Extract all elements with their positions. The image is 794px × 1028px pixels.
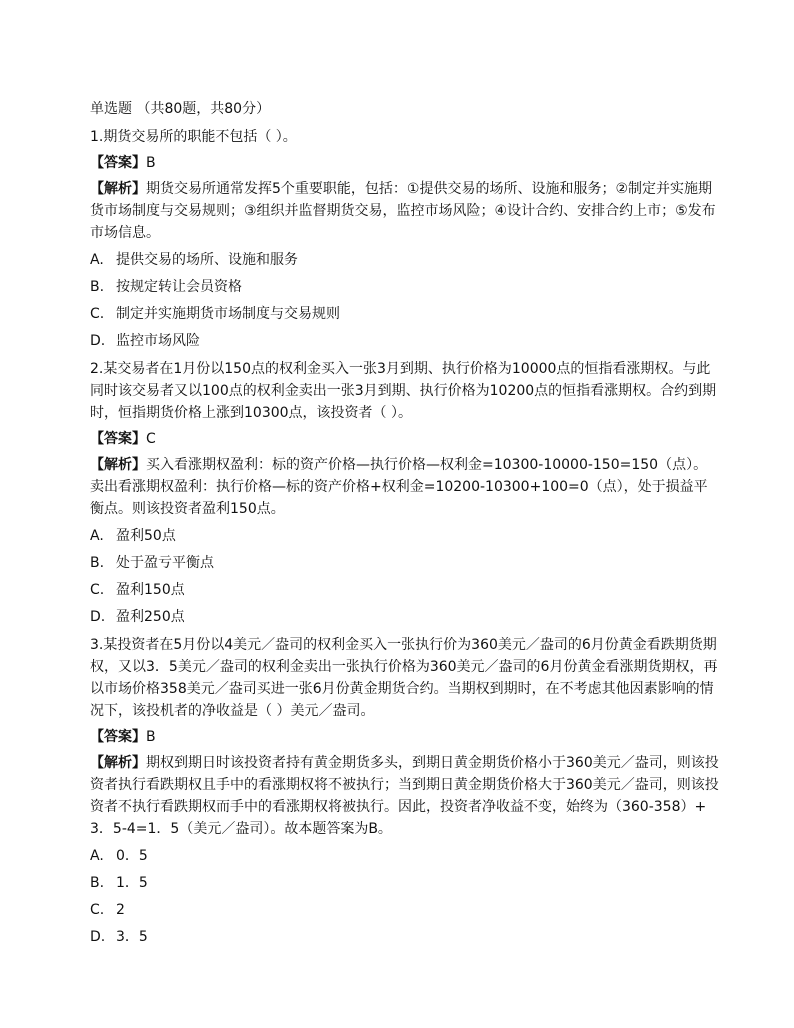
option-letter: B. — [90, 279, 105, 295]
option-letter: A. — [90, 848, 104, 864]
exam-page — [90, 98, 720, 952]
analysis-label: 【解析】 — [90, 755, 146, 771]
analysis-text: 期权到期日时该投资者持有黄金期货多头，到期日黄金期货价格小于360美元／盎司，则该投资者执行看跌期权且手中的看涨期权将不被执行；当到期日黄金期货价格大于360美元／盎司，则该投资者不执行看跌期权而手中的看涨期权将被执行。因此，投资者净收益不变，始终为（360-358）+3．5-4=1．5（美元／盎司）。故本题答案为B。 — [90, 755, 719, 837]
option-c — [90, 303, 720, 325]
option-letter: A. — [90, 252, 104, 268]
answer-line — [90, 152, 720, 174]
option-b — [90, 872, 720, 894]
question-2 — [90, 358, 720, 628]
option-text: 3．5 — [116, 929, 148, 945]
option-text: 盈利150点 — [116, 582, 185, 598]
option-a — [90, 845, 720, 867]
option-letter: A. — [90, 528, 104, 544]
answer-value: B — [146, 729, 156, 745]
analysis-line — [90, 752, 720, 840]
analysis-line — [90, 178, 720, 244]
option-letter: B. — [90, 875, 105, 891]
option-b — [90, 552, 720, 574]
question-stem: 2.某交易者在1月份以150点的权利金买入一张3月到期、执行价格为10000点的恒指看涨期权。与此同时该交易者又以100点的权利金卖出一张3月到期、执行价格为10200点的恒指看涨期权。合约到期时，恒指期货价格上涨到10300点，该投资者（ ）。 — [90, 361, 717, 421]
option-b — [90, 276, 720, 298]
question-stem: 3.某投资者在5月份以4美元／盎司的权利金买入一张执行价为360美元／盎司的6月份黄金看跌期货期权，又以3．5美元／盎司的权利金卖出一张执行价格为360美元／盎司的6月份黄金看涨期货期权，再以市场价格358美元／盎司买进一张6月份黄金期货合约。当期权到期时，在不考虑其他因素影响的情况下，该投机者的净收益是（ ）美元／盎司。 — [90, 637, 718, 719]
option-letter: C. — [90, 902, 105, 918]
question-stem: 1.期货交易所的职能不包括（ ）。 — [90, 129, 297, 145]
option-text: 盈利50点 — [116, 528, 176, 544]
option-text: 按规定转让会员资格 — [116, 279, 242, 295]
option-d — [90, 926, 720, 948]
question-3 — [90, 634, 720, 948]
option-text: 监控市场风险 — [116, 333, 200, 349]
option-c — [90, 579, 720, 601]
option-text: 制定并实施期货市场制度与交易规则 — [116, 306, 340, 322]
option-text: 2 — [116, 902, 125, 918]
option-letter: B. — [90, 555, 105, 571]
section-title: 单选题 （共80题，共80分） — [90, 101, 271, 117]
option-d — [90, 606, 720, 628]
option-text: 1．5 — [116, 875, 148, 891]
answer-label: 【答案】 — [90, 729, 146, 745]
analysis-label: 【解析】 — [90, 457, 146, 473]
option-c — [90, 899, 720, 921]
answer-value: B — [146, 155, 156, 171]
option-text: 提供交易的场所、设施和服务 — [116, 252, 298, 268]
option-text: 处于盈亏平衡点 — [116, 555, 214, 571]
option-d — [90, 330, 720, 352]
option-letter: C. — [90, 306, 105, 322]
answer-label: 【答案】 — [90, 431, 146, 447]
option-a — [90, 525, 720, 547]
option-letter: D. — [90, 609, 106, 625]
option-letter: D. — [90, 333, 106, 349]
answer-line — [90, 726, 720, 748]
option-a — [90, 249, 720, 271]
analysis-line — [90, 454, 720, 520]
answer-label: 【答案】 — [90, 155, 146, 171]
analysis-text: 买入看涨期权盈利：标的资产价格—执行价格—权利金=10300-10000-150=150（点）。卖出看涨期权盈利：执行价格—标的资产价格+权利金=10200-10300+100=0（点），处于损益平衡点。则该投资者盈利150点。 — [90, 457, 708, 517]
answer-value: C — [146, 431, 156, 447]
analysis-label: 【解析】 — [90, 181, 146, 197]
option-text: 0．5 — [116, 848, 148, 864]
option-text: 盈利250点 — [116, 609, 185, 625]
question-1 — [90, 126, 720, 352]
answer-line — [90, 428, 720, 450]
analysis-text: 期货交易所通常发挥5个重要职能，包括：①提供交易的场所、设施和服务；②制定并实施期货市场制度与交易规则；③组织并监督期货交易，监控市场风险；④设计合约、安排合约上市；⑤发布市场信息。 — [90, 181, 716, 241]
option-letter: C. — [90, 582, 105, 598]
option-letter: D. — [90, 929, 106, 945]
